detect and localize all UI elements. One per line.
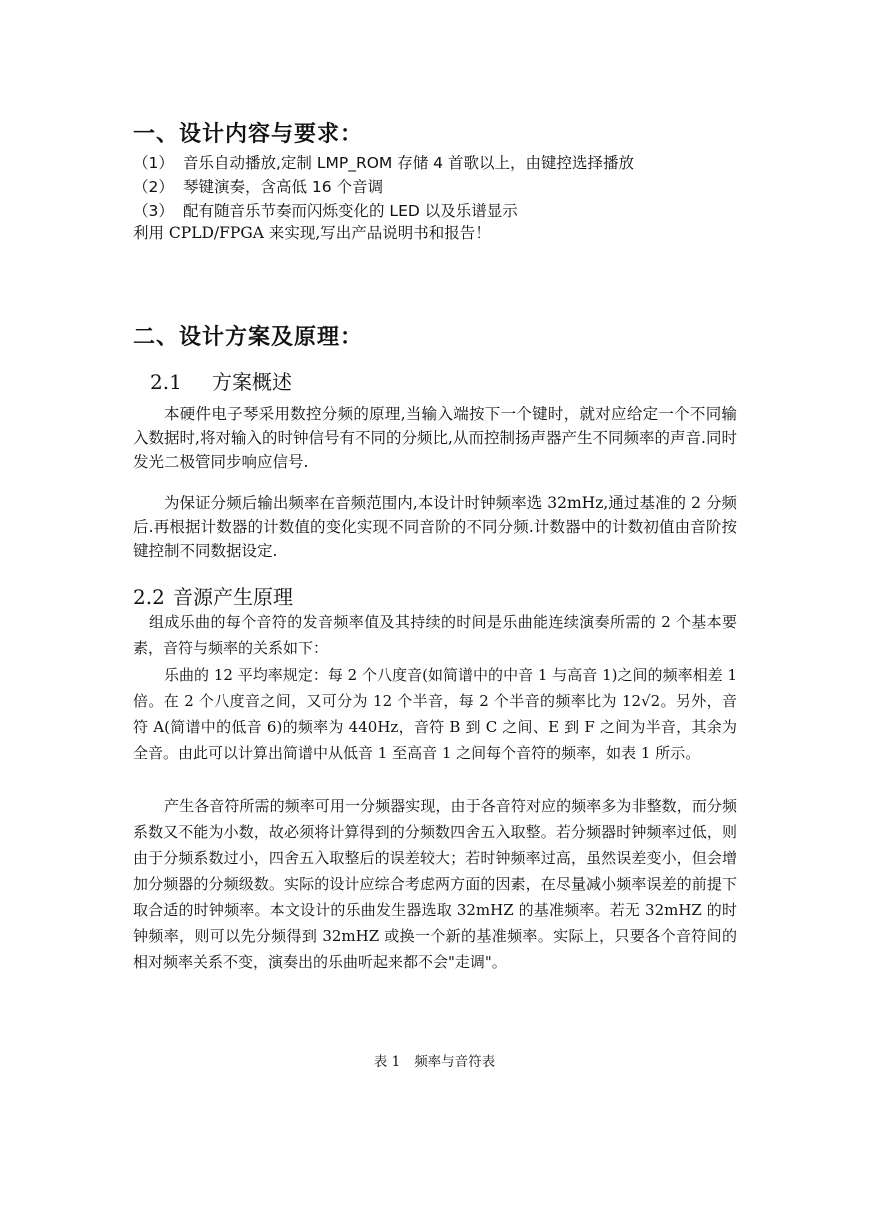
table-caption (0, 1050, 869, 1070)
requirement-number: （1） (133, 154, 174, 172)
requirement-item (133, 151, 634, 173)
requirement-text: 配有随音乐节奏而闪烁变化的 LED 以及乐谱显示 (183, 202, 518, 220)
section2-heading: 二、设计方案及原理： (133, 324, 364, 350)
subsection-2-1-heading (150, 366, 292, 395)
section1-heading: 一、设计内容与要求： (133, 121, 364, 147)
requirement-text: 琴键演奏，含高低 16 个音调 (183, 178, 384, 196)
table-caption-number: 表 1 (373, 1054, 401, 1070)
requirement-item (133, 199, 518, 221)
requirement-item (133, 175, 383, 197)
requirement-text: 音乐自动播放,定制 LMP_ROM 存储 4 首歌以上，由键控选择播放 (183, 154, 634, 172)
paragraph-2-1-a: 本硬件电子琴采用数控分频的原理,当输入端按下一个键时，就对应给定一个不同输入数据时,将对输入的时钟信号有不同的分频比,从而控制扬声器产生不同频率的声音.同时发光二极管同步响应信号. (133, 405, 737, 471)
section1-note: 利用 CPLD/FPGA 来实现,写出产品说明书和报告！ (133, 224, 491, 242)
paragraph-2-1-b: 为保证分频后输出频率在音频范围内,本设计时钟频率选 32mHz,通过基准的 2 分频后.再根据计数器的计数值的变化实现不同音阶的不同分频.计数器中的计数初值由音阶按键控制不同数据设定. (133, 494, 737, 560)
paragraph-2-2-b: 乐曲的 12 平均率规定：每 2 个八度音(如简谱中的中音 1 与高音 1)之间的频率相差 1 倍。在 2 个八度音之间，又可分为 12 个半音，每 2 个半音的频率比为 12√2。另外，音符 A(简谱中的低音 6)的频率为 440Hz，音符 B 到 C 之间、E 到 F 之间为半音，其余为全音。由此可以计算出简谱中从低音 1 至高音 1 之间每个音符的频率，如表 1 所示。 (133, 666, 737, 762)
table-caption-title: 频率与音符表 (414, 1054, 496, 1070)
subsection-title: 音源产生原理 (173, 585, 293, 609)
requirement-number: （3） (133, 202, 174, 220)
requirement-number: （2） (133, 178, 174, 196)
paragraph-2-2-a: 组成乐曲的每个音符的发音频率值及其持续的时间是乐曲能连续演奏所需的 2 个基本要素，音符与频率的关系如下： (133, 613, 737, 657)
subsection-number: 2.2 (133, 585, 165, 609)
paragraph-2-2-c: 产生各音符所需的频率可用一分频器实现，由于各音符对应的频率多为非整数，而分频系数又不能为小数，故必须将计算得到的分频数四舍五入取整。若分频器时钟频率过低，则由于分频系数过小，四舍五入取整后的误差较大；若时钟频率过高，虽然误差变小，但会增加分频器的分频级数。实际的设计应综合考虑两方面的因素，在尽量减小频率误差的前提下取合适的时钟频率。本文设计的乐曲发生器选取 32mHZ 的基准频率。若无 32mHZ 的时钟频率，则可以先分频得到 32mHZ 或换一个新的基准频率。实际上，只要各个音符间的相对频率关系不变，演奏出的乐曲听起来都不会"走调"。 (133, 797, 737, 971)
subsection-title: 方案概述 (212, 370, 292, 394)
subsection-number: 2.1 (150, 370, 182, 394)
subsection-2-2-heading (133, 581, 293, 610)
